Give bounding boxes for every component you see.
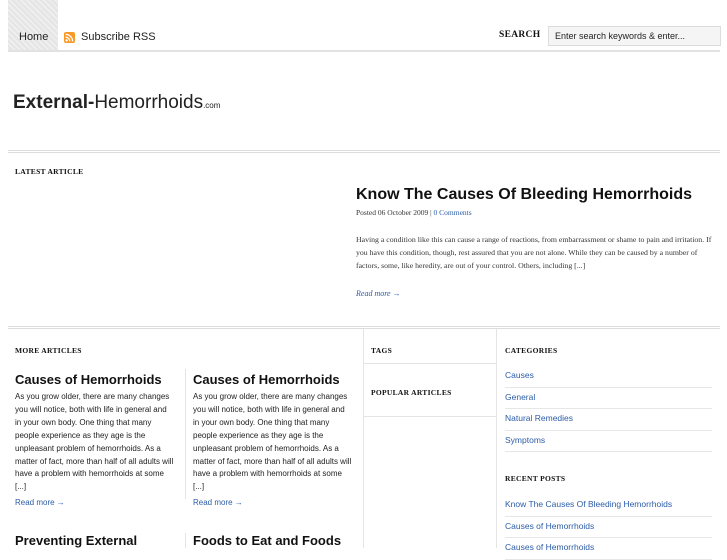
article-title[interactable]: Causes of Hemorrhoids <box>15 372 162 387</box>
comments-link[interactable]: 0 Comments <box>433 208 472 217</box>
article-divider <box>185 369 186 499</box>
recent-post-link[interactable]: Causes of Hemorrhoids <box>505 517 712 539</box>
popular-articles-heading: POPULAR ARTICLES <box>371 388 452 397</box>
recent-posts-heading: RECENT POSTS <box>505 474 566 483</box>
top-navigation <box>8 0 720 52</box>
category-link[interactable]: Natural Remedies <box>505 409 712 431</box>
rss-icon <box>64 32 75 43</box>
article-card <box>15 372 175 507</box>
article-card <box>193 372 353 507</box>
article-excerpt: As you grow older, there are many changes you will notice, both with life in general and in your own body. One thing that many people experience as they age is the unpleasant problem of hemorrhoids. As a matter of fact, more than half of all adults will have a problem with hemorrhoids at some [...] <box>193 392 352 492</box>
article-card <box>193 533 353 552</box>
categories-heading: CATEGORIES <box>505 346 558 355</box>
recent-post-link[interactable]: Know The Causes Of Bleeding Hemorrhoids <box>505 495 712 517</box>
tags-divider <box>364 363 496 364</box>
category-link[interactable]: Causes <box>505 366 712 388</box>
recent-posts-list <box>505 495 712 560</box>
more-articles-heading: MORE ARTICLES <box>15 346 82 355</box>
home-link[interactable]: Home <box>19 31 49 43</box>
site-logo[interactable] <box>13 92 220 114</box>
latest-article-meta <box>356 208 472 217</box>
popular-divider <box>364 416 496 417</box>
read-more-link[interactable]: Read more → <box>15 498 65 508</box>
article-card <box>15 533 175 552</box>
latest-read-more-link[interactable]: Read more → <box>356 289 401 298</box>
logo-bold: External- <box>13 92 95 113</box>
article-title[interactable]: Foods to Eat and Foods <box>193 533 342 548</box>
column-divider <box>363 329 364 548</box>
article-divider <box>185 533 186 548</box>
article-excerpt: As you grow older, there are many changes you will notice, both with life in general and in your own body. One thing that many people experience as they age is the unpleasant problem of hemorrhoids. As a matter of fact, more than half of all adults will have a problem with hemorrhoids at some [...] <box>15 392 174 492</box>
latest-article-title[interactable]: Know The Causes Of Bleeding Hemorrhoids <box>356 186 693 203</box>
category-link[interactable]: General <box>505 388 712 410</box>
latest-article-excerpt: Having a condition like this can cause a range of reactions, from embarrassment or shame to pain and irritation. If you have this condition, though, rest assured that you are not alone. While they can be caused by a number of factors, some, like heredity, are out of your control. Others, including [...] <box>356 235 712 270</box>
latest-article-heading: LATEST ARTICLE <box>15 167 84 176</box>
category-link[interactable]: Symptoms <box>505 431 712 453</box>
latest-article-section <box>8 150 720 326</box>
posted-date: Posted 06 October 2009 | <box>356 208 434 217</box>
article-title[interactable]: Preventing External <box>15 533 138 548</box>
read-more-link[interactable]: Read more → <box>193 498 243 508</box>
recent-post-link[interactable]: Causes of Hemorrhoids <box>505 538 712 560</box>
tags-heading: TAGS <box>371 346 393 355</box>
subscribe-rss-link[interactable] <box>64 31 156 43</box>
search-label: SEARCH <box>499 30 541 40</box>
logo-regular: Hemorrhoids <box>94 92 204 113</box>
categories-list <box>505 366 712 452</box>
logo-suffix: .com <box>203 101 221 110</box>
article-title[interactable]: Causes of Hemorrhoids <box>193 372 340 387</box>
column-divider <box>496 329 497 548</box>
subscribe-rss-label: Subscribe RSS <box>81 31 156 43</box>
content-grid <box>8 326 720 552</box>
search-input[interactable] <box>548 26 721 46</box>
